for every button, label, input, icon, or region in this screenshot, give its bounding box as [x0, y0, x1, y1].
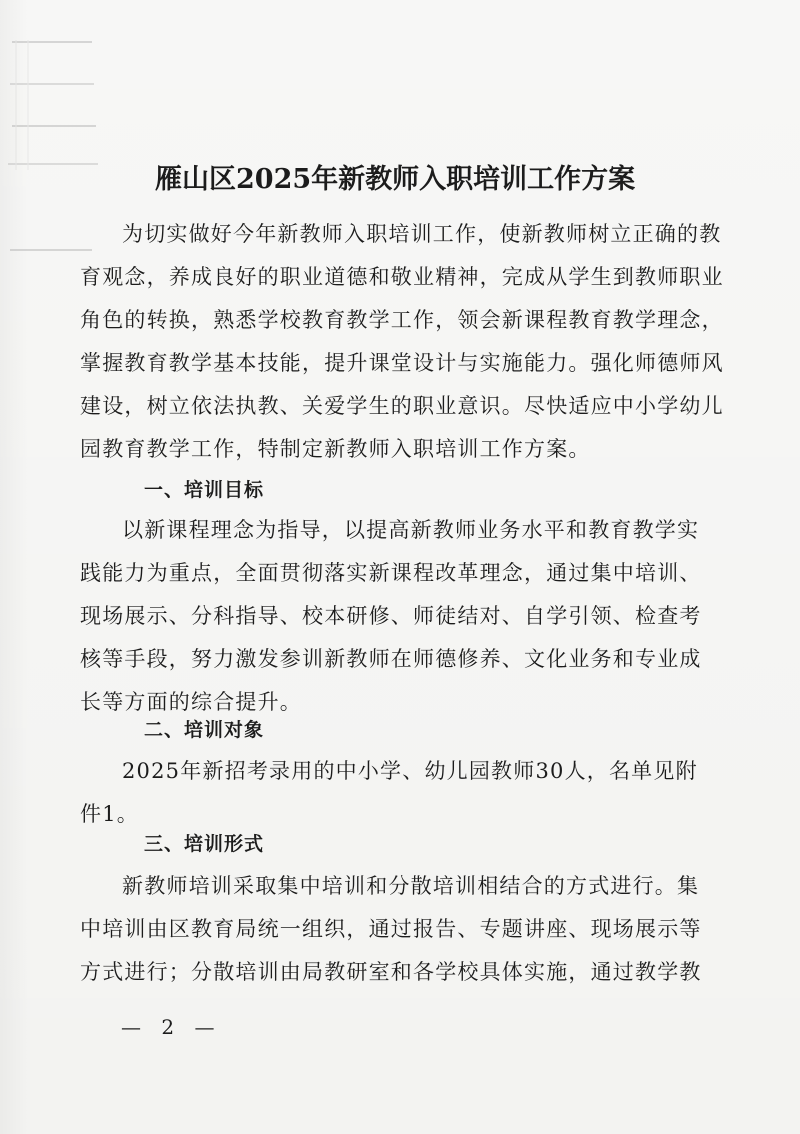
text-line: 2025年新招考录用的中小学、幼儿园教师30人，名单见附 [122, 759, 698, 783]
intro-paragraph [80, 213, 724, 471]
document-title: 雁山区2025年新教师入职培训工作方案 [155, 164, 636, 196]
text-line: 建设，树立依法执教、关爱学生的职业意识。尽快适应中小学幼儿 [80, 394, 724, 418]
training-goals-paragraph [80, 509, 724, 724]
text-line: 践能力为重点，全面贯彻落实新课程改革理念，通过集中培训、 [80, 561, 702, 585]
text-line: 长等方面的综合提升。 [80, 690, 302, 714]
text-line: 角色的转换，熟悉学校教育教学工作，领会新课程教育教学理念， [80, 308, 724, 332]
text-line: 新教师培训采取集中培训和分散培训相结合的方式进行。集 [122, 874, 700, 898]
text-line: 件1。 [80, 802, 139, 826]
training-target-paragraph [80, 750, 724, 836]
text-line: 园教育教学工作，特制定新教师入职培训工作方案。 [80, 437, 591, 461]
section-heading-training-target: 二、培训对象 [144, 719, 265, 741]
text-line: 掌握教育教学基本技能，提升课堂设计与实施能力。强化师德师风 [80, 351, 724, 375]
training-format-paragraph [80, 865, 724, 994]
text-line: 方式进行；分散培训由局教研室和各学校具体实施，通过教学教 [80, 960, 702, 984]
text-line: 以新课程理念为指导，以提高新教师业务水平和教育教学实 [122, 518, 700, 542]
section-heading-training-goals: 一、培训目标 [144, 479, 265, 501]
text-line: 中培训由区教育局统一组织，通过报告、专题讲座、现场展示等 [80, 917, 702, 941]
text-line: 为切实做好今年新教师入职培训工作，使新教师树立正确的教 [122, 222, 722, 246]
page-number: — 2 — [121, 1015, 222, 1039]
section-heading-training-format: 三、培训形式 [144, 833, 265, 855]
text-line: 核等手段，努力激发参训新教师在师德修养、文化业务和专业成 [80, 647, 702, 671]
text-line: 育观念，养成良好的职业道德和敬业精神，完成从学生到教师职业 [80, 265, 724, 289]
text-line: 现场展示、分科指导、校本研修、师徒结对、自学引领、检查考 [80, 604, 702, 628]
